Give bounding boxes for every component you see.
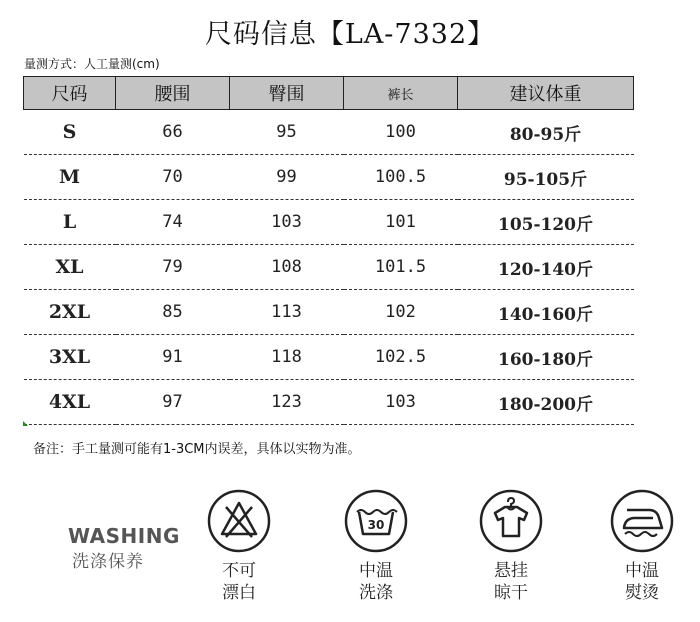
washing-title: WASHING (68, 524, 180, 548)
table-row (24, 290, 634, 335)
measurement-note: 备注：手工量测可能有1-3CM内误差，具体以实物为准。 (33, 442, 361, 457)
cell-hip: 113 (230, 290, 344, 335)
care-label-line1: 不可 (222, 561, 256, 581)
cell-waist: 79 (116, 245, 230, 290)
cell-length: 103 (344, 380, 458, 425)
cell-hip: 95 (230, 110, 344, 155)
cell-length: 101.5 (344, 245, 458, 290)
cell-waist: 91 (116, 335, 230, 380)
size-table (23, 76, 634, 425)
table-row (24, 110, 634, 155)
cell-weight: 160-180斤 (458, 335, 634, 380)
cell-length: 100 (344, 110, 458, 155)
care-label-line2: 熨烫 (625, 583, 659, 603)
cell-length: 102.5 (344, 335, 458, 380)
measure-method: 量测方式：人工量测(cm) (24, 57, 160, 71)
wash-30-icon (343, 488, 409, 554)
cell-size: XL (24, 245, 116, 290)
cell-length: 102 (344, 290, 458, 335)
header-length: 裤长 (344, 77, 458, 110)
cell-waist: 66 (116, 110, 230, 155)
cell-size: S (24, 110, 116, 155)
cell-length: 100.5 (344, 155, 458, 200)
cell-weight: 120-140斤 (458, 245, 634, 290)
table-row (24, 155, 634, 200)
care-label-line1: 中温 (359, 561, 393, 581)
cell-hip: 103 (230, 200, 344, 245)
wash-temp-label: 30 (367, 518, 385, 532)
cell-hip: 99 (230, 155, 344, 200)
cell-waist: 85 (116, 290, 230, 335)
care-item-wash-30 (341, 488, 411, 604)
cell-weight: 95-105斤 (458, 155, 634, 200)
care-label-line2: 洗涤 (359, 583, 393, 603)
hang-dry-icon (478, 488, 544, 554)
cell-weight: 140-160斤 (458, 290, 634, 335)
table-row (24, 335, 634, 380)
table-row (24, 200, 634, 245)
table-row (24, 245, 634, 290)
cell-hip: 123 (230, 380, 344, 425)
cell-weight: 180-200斤 (458, 380, 634, 425)
table-header-row (24, 77, 634, 110)
cell-hip: 118 (230, 335, 344, 380)
page-title: 尺码信息【LA-7332】 (204, 19, 496, 50)
care-item-iron-medium (607, 488, 677, 604)
corner-mark (23, 421, 28, 426)
cell-waist: 74 (116, 200, 230, 245)
header-hip: 臀围 (230, 77, 344, 110)
care-item-hang-dry (476, 488, 546, 604)
header-waist: 腰围 (116, 77, 230, 110)
care-label-line2: 晾干 (494, 583, 528, 603)
cell-size: 4XL (24, 380, 116, 425)
header-size: 尺码 (24, 77, 116, 110)
cell-waist: 97 (116, 380, 230, 425)
cell-size: M (24, 155, 116, 200)
no-bleach-icon (206, 488, 272, 554)
cell-size: 2XL (24, 290, 116, 335)
care-item-no-bleach (204, 488, 274, 604)
care-label-line2: 漂白 (222, 583, 256, 603)
cell-waist: 70 (116, 155, 230, 200)
cell-hip: 108 (230, 245, 344, 290)
header-weight: 建议体重 (458, 77, 634, 110)
cell-weight: 105-120斤 (458, 200, 634, 245)
cell-length: 101 (344, 200, 458, 245)
washing-subtitle: 洗涤保养 (72, 552, 144, 572)
iron-medium-icon (609, 488, 675, 554)
cell-weight: 80-95斤 (458, 110, 634, 155)
cell-size: L (24, 200, 116, 245)
table-row (24, 380, 634, 425)
care-label-line1: 中温 (625, 561, 659, 581)
cell-size: 3XL (24, 335, 116, 380)
care-label-line1: 悬挂 (494, 561, 528, 581)
